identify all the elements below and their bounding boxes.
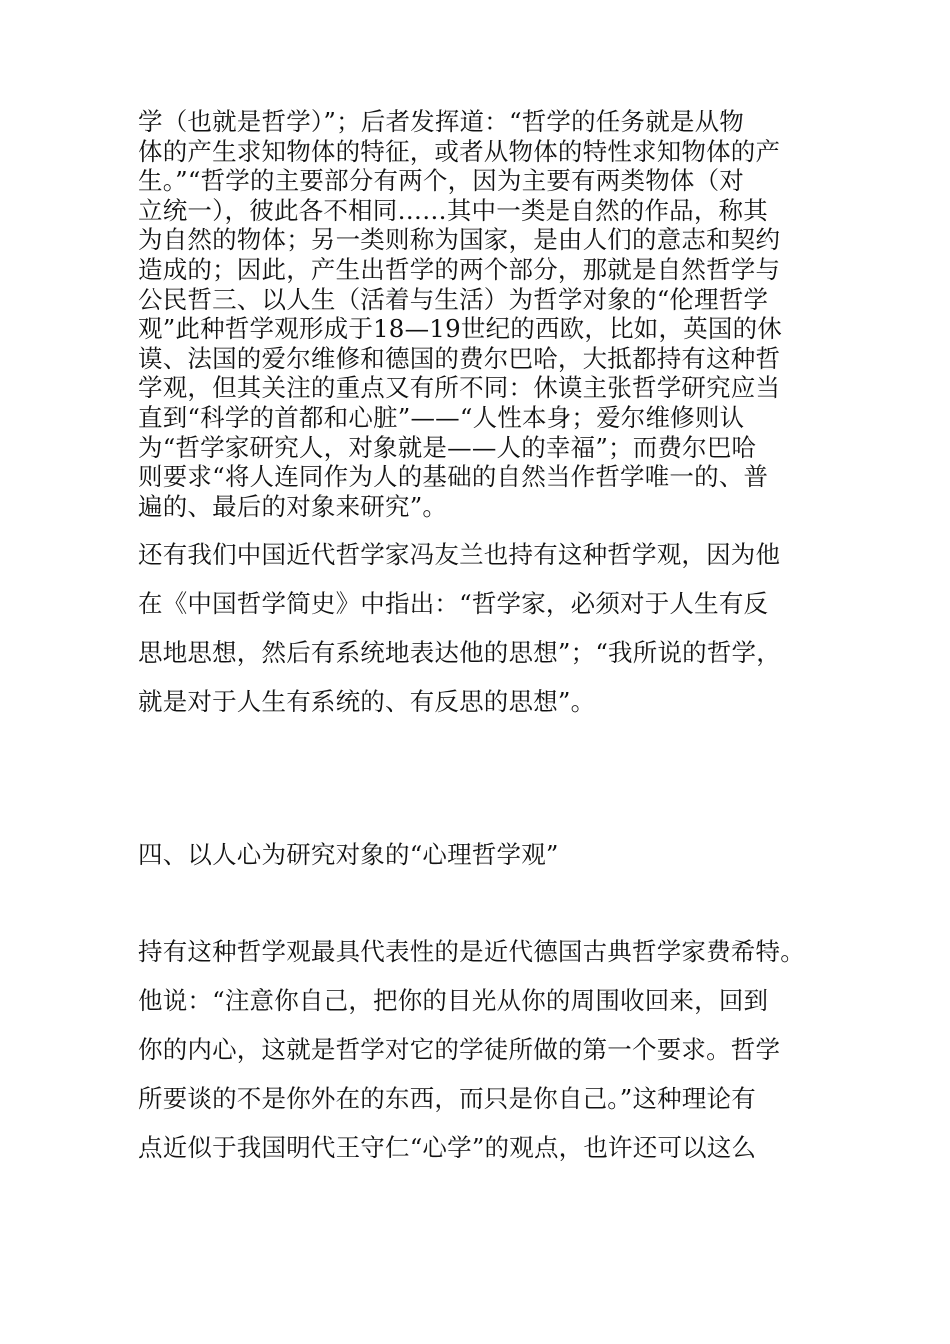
text-line: 体的产生求知物体的特征，或者从物体的特性求知物体的产	[138, 136, 781, 166]
text-line: 为自然的物体；另一类则称为国家，是由人们的意志和契约	[138, 225, 781, 255]
text-line: 还有我们中国近代哲学家冯友兰也持有这种哲学观，因为他	[138, 540, 781, 569]
text-line: 在《中国哲学简史》中指出：“哲学家，必须对于人生有反	[138, 589, 769, 618]
text-line: 他说：“注意你自己，把你的目光从你的周围收回来，回到	[138, 986, 769, 1015]
text-line: 造成的；因此，产生出哲学的两个部分，那就是自然哲学与	[138, 254, 781, 284]
section-heading	[138, 830, 828, 879]
text-line: 公民哲三、以人生（活着与生活）为哲学对象的“伦理哲学	[138, 284, 769, 314]
text-line: 立统一），彼此各不相同……其中一类是自然的作品，称其	[138, 195, 768, 225]
text-line: 持有这种哲学观最具代表性的是近代德国古典哲学家费希特。	[138, 937, 805, 966]
text-line: 学（也就是哲学）”；后者发挥道：“哲学的任务就是从物	[138, 107, 744, 136]
text-line: 学观，但其关注的重点又有所不同：休谟主张哲学研究应当	[138, 373, 781, 403]
text-line: 直到“科学的首都和心脏”——“人性本身；爱尔维修则认	[138, 402, 745, 432]
text-line: 为“哲学家研究人，对象就是——人的幸福”；而费尔巴哈	[138, 432, 757, 462]
text-line: 思地思想，然后有系统地表达他的思想”；“我所说的哲学，	[138, 638, 781, 667]
text-line: 遍的、最后的对象来研究”。	[138, 491, 448, 521]
text-line: 所要谈的不是你外在的东西，而只是你自己。”这种理论有	[138, 1084, 756, 1113]
paragraph-feng-youlan	[138, 530, 828, 726]
paragraph-philosophy-views	[138, 107, 828, 521]
text-line: 谟、法国的爱尔维修和德国的费尔巴哈，大抵都持有这种哲	[138, 343, 781, 373]
paragraph-fichte	[138, 927, 828, 1172]
text-line: 你的内心，这就是哲学对它的学徒所做的第一个要求。哲学	[138, 1035, 781, 1064]
text-line: 点近似于我国明代王守仁“心学”的观点，也许还可以这么	[138, 1133, 757, 1162]
text-line: 则要求“将人连同作为人的基础的自然当作哲学唯一的、普	[138, 462, 769, 492]
text-line: 就是对于人生有系统的、有反思的思想”。	[138, 687, 596, 716]
text-line: 观”此种哲学观形成于18—19世纪的西欧，比如，英国的休	[138, 314, 782, 344]
text-line: 生。”“哲学的主要部分有两个，因为主要有两类物体（对	[138, 166, 744, 196]
section-heading-text: 四、以人心为研究对象的“心理哲学观”	[138, 840, 559, 869]
